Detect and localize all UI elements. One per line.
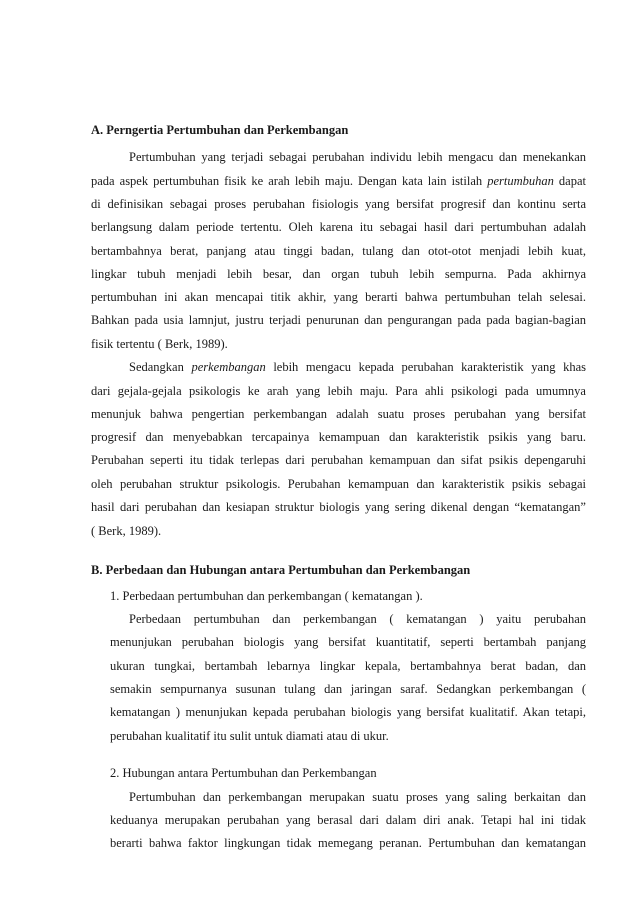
paragraph-line: berlangsung dalam periode tertentu. Oleh karena itu sebagai hasil dari pertumbuhan adalah <box>91 220 586 234</box>
paragraph-line: semakin sempurnanya susunan tulang dan jaringan saraf. Sedangkan perkembangan ( <box>110 682 586 696</box>
item-1-heading: 1. Perbedaan pertumbuhan dan perkembangan ( kematangan ). <box>110 589 423 603</box>
paragraph-line: ukuran tungkai, bertambah lebarnya lingkar kepala, bertambahnya berat badan, dan <box>110 659 586 673</box>
paragraph-line: di definisikan sebagai proses perubahan fisiologis yang bersifat progresif dan kontinu serta <box>91 197 586 211</box>
item-2-heading: 2. Hubungan antara Pertumbuhan dan Perkembangan <box>110 766 377 780</box>
paragraph-line: pada aspek pertumbuhan fisik ke arah lebih maju. Dengan kata lain istilah pertumbuhan dapat <box>91 174 586 188</box>
paragraph-line: Bahkan pada usia lamnjut, justru terjadi penurunan dan pengurangan pada pada bagian-bagian <box>91 313 586 327</box>
paragraph-line: dari gejala-gejala psikologis ke arah yang lebih maju. Para ahli psikologi pada umumnya <box>91 384 586 398</box>
paragraph-line: progresif dan menyebabkan tercapainya kemampuan dan karakteristik psikis yang baru. <box>91 430 586 444</box>
paragraph-line: pertumbuhan ini akan mencapai titik akhir, yang berarti bahwa pertumbuhan telah selesai. <box>91 290 586 304</box>
paragraph-line: bertambahnya berat, panjang atau tinggi badan, tulang dan otot-otot menjadi lebih kuat, <box>91 244 586 258</box>
paragraph-line: ( Berk, 1989). <box>91 524 162 538</box>
paragraph-line: oleh perubahan struktur psikologis. Perubahan kemampuan dan karakteristik psikis sebagai <box>91 477 586 491</box>
paragraph-line: kematangan ) menunjukan kepada perubahan biologis yang bersifat kualitatif. Akan tetapi, <box>110 705 586 719</box>
paragraph-line: berarti bahwa faktor lingkungan tidak memegang peranan. Pertumbuhan dan kematangan <box>110 836 586 850</box>
paragraph-line: Perbedaan pertumbuhan dan perkembangan ( kematangan ) yaitu perubahan <box>129 612 586 626</box>
paragraph-line: Pertumbuhan yang terjadi sebagai perubahan individu lebih mengacu dan menekankan <box>129 150 586 164</box>
section-a-heading: A. Perngertia Pertumbuhan dan Perkembangan <box>91 123 349 137</box>
paragraph-line: perubahan kualitatif itu sulit untuk diamati atau di ukur. <box>110 729 389 743</box>
paragraph-line: menunjuk bahwa pengertian perkembangan adalah suatu proses perubahan yang bersifat <box>91 407 586 421</box>
paragraph-line: menunjukan perubahan biologis yang bersifat kuantitatif, seperti bertambah panjang <box>110 635 586 649</box>
paragraph-line: Sedangkan perkembangan lebih mengacu kepada perubahan karakteristik yang khas <box>129 360 587 374</box>
paragraph-line: fisik tertentu ( Berk, 1989). <box>91 337 228 351</box>
section-b-heading: B. Perbedaan dan Hubungan antara Pertumbuhan dan Perkembangan <box>91 563 471 577</box>
paragraph-line: keduanya merupakan perubahan yang berasal dari dalam diri anak. Tetapi hal ini tidak <box>110 813 586 827</box>
paragraph-line: Pertumbuhan dan perkembangan merupakan suatu proses yang saling berkaitan dan <box>129 790 586 804</box>
paragraph-line: lingkar tubuh menjadi lebih besar, dan organ tubuh lebih sempurna. Pada akhirnya <box>91 267 586 281</box>
paragraph-line: Perubahan seperti itu tidak terlepas dari perubahan kemampuan dan sifat psikis depengaruhi <box>91 453 586 467</box>
paragraph-line: hasil dari perubahan dan kesiapan struktur biologis yang sering dikenal dengan “kematangan” <box>91 500 586 514</box>
